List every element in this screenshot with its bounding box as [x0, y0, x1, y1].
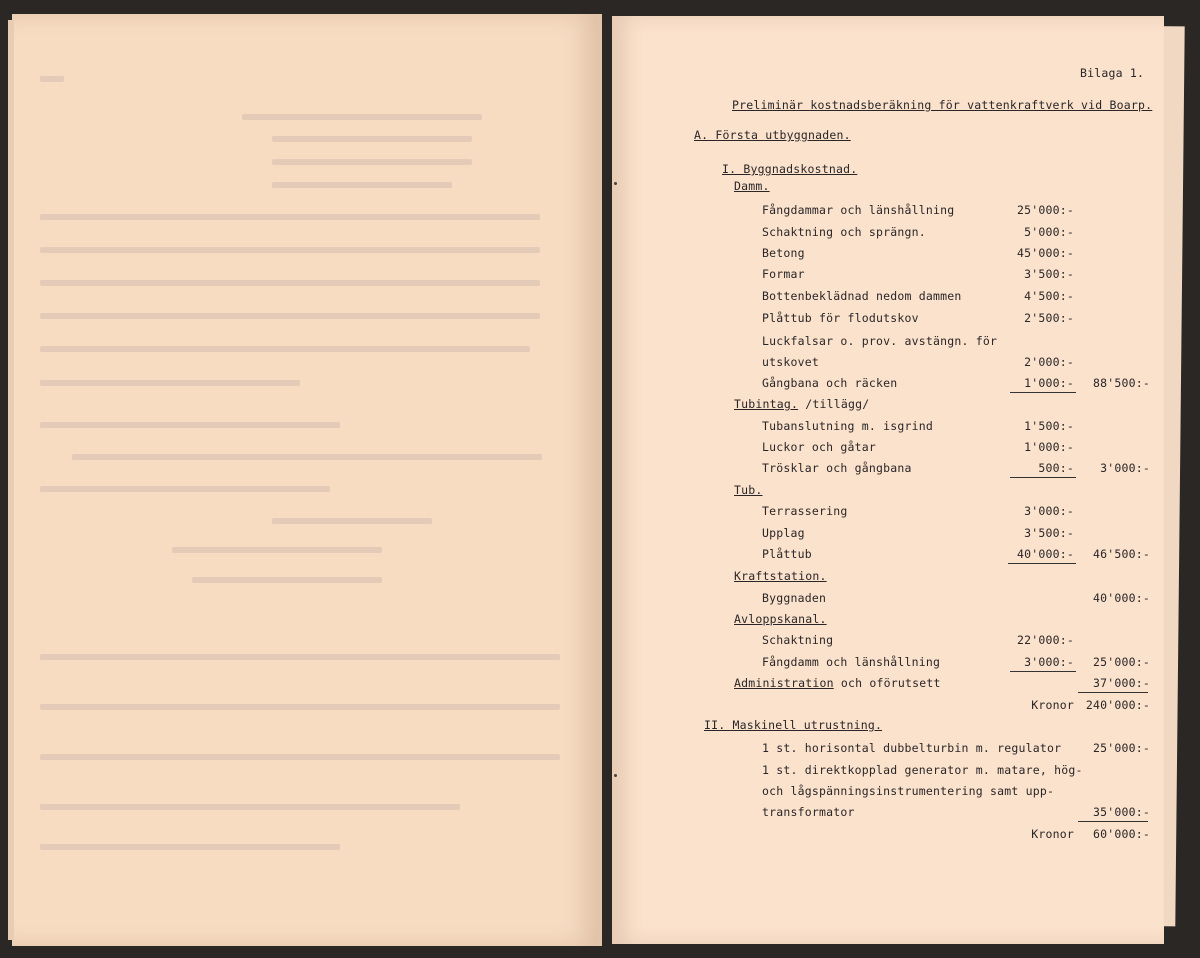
tubintag-item: Tubanslutning m. isgrind — [762, 419, 933, 433]
damm-item: utskovet — [762, 355, 819, 369]
faint-bleed-line — [192, 577, 382, 583]
total-rule — [1078, 821, 1148, 822]
tub-item-amount: 3'500:- — [1024, 526, 1074, 540]
tubintag-heading — [734, 397, 869, 411]
faint-bleed-line — [242, 114, 482, 120]
damm-item-amount: 25'000:- — [1017, 203, 1074, 217]
admin-suffix: och oförutsett — [840, 676, 941, 690]
faint-bleed-line — [40, 704, 560, 710]
faint-bleed-line — [172, 547, 382, 553]
document-title: Preliminär kostnadsberäkning för vattenkraftverk vid Boarp. — [732, 98, 1153, 112]
faint-bleed-line — [40, 654, 560, 660]
tubintag-suffix: /tillägg/ — [805, 397, 870, 411]
faint-bleed-line — [40, 346, 530, 352]
tub-item: Terrassering — [762, 504, 848, 518]
kraftstation-item: Byggnaden — [762, 591, 827, 605]
binding-hole — [614, 182, 617, 185]
byggnad-heading-wrap — [722, 162, 857, 176]
damm-item-amount: 2'000:- — [1024, 355, 1074, 369]
maskinell-amount: 25'000:- — [1093, 741, 1150, 755]
avlopp-total: 25'000:- — [1093, 655, 1150, 669]
damm-item-amount: 1'000:- — [1024, 376, 1074, 390]
faint-bleed-line — [40, 754, 560, 760]
tub-label: Tub. — [734, 483, 763, 497]
maskinell-line: transformator — [762, 805, 855, 819]
tubintag-item-amount: 1'500:- — [1024, 419, 1074, 433]
subtotal-rule — [1008, 563, 1076, 564]
tubintag-item-amount: 500:- — [1038, 461, 1074, 475]
damm-item: Gångbana och räcken — [762, 376, 898, 390]
maskinell-amount: 35'000:- — [1093, 805, 1150, 819]
maskinell-line: 1 st. horisontal dubbelturbin m. regulator — [762, 741, 1062, 755]
admin-label: Administration — [734, 676, 834, 690]
admin-total: 37'000:- — [1093, 676, 1150, 690]
damm-item: Fångdammar och länshållning — [762, 203, 955, 217]
admin-heading — [734, 676, 941, 690]
tub-item-amount: 40'000:- — [1017, 547, 1074, 561]
tubintag-item: Luckor och gåtar — [762, 440, 876, 454]
tubintag-item: Trösklar och gångbana — [762, 461, 912, 475]
left-page — [12, 14, 602, 946]
damm-item-amount: 4'500:- — [1024, 289, 1074, 303]
faint-bleed-line — [40, 844, 340, 850]
right-page — [612, 16, 1164, 944]
damm-item-amount: 5'000:- — [1024, 225, 1074, 239]
faint-bleed-line — [40, 247, 540, 253]
tub-item: Upplag — [762, 526, 805, 540]
tubintag-total: 3'000:- — [1100, 461, 1150, 475]
faint-bleed-line — [272, 182, 452, 188]
faint-bleed-line — [40, 313, 540, 319]
maskinell-line: och lågspänningsinstrumentering samt upp- — [762, 784, 1055, 798]
faint-bleed-line — [272, 518, 432, 524]
tub-item: Plåttub — [762, 547, 812, 561]
damm-item: Plåttub för flodutskov — [762, 311, 919, 325]
faint-bleed-line — [72, 454, 542, 460]
subtotal-rule — [1010, 392, 1076, 393]
faint-bleed-line — [40, 486, 330, 492]
damm-label: Damm. — [734, 179, 770, 193]
avlopp-item-amount: 22'000:- — [1017, 633, 1074, 647]
faint-bleed-line — [272, 159, 472, 165]
faint-bleed-line — [40, 214, 540, 220]
damm-item-amount: 3'500:- — [1024, 267, 1074, 281]
byggnad-kronor-total: 240'000:- — [1085, 698, 1150, 712]
binding-hole — [614, 774, 617, 777]
avlopp-item: Schaktning — [762, 633, 834, 647]
damm-item: Luckfalsar o. prov. avstängn. för — [762, 334, 998, 348]
faint-bleed-line — [40, 280, 540, 286]
kraftstation-total: 40'000:- — [1093, 591, 1150, 605]
damm-item: Schaktning och sprängn. — [762, 225, 926, 239]
faint-bleed-line — [272, 136, 472, 142]
avlopp-item-amount: 3'000:- — [1024, 655, 1074, 669]
tub-item-amount: 3'000:- — [1024, 504, 1074, 518]
bilaga-label: Bilaga 1. — [1080, 66, 1145, 80]
avlopp-label: Avloppskanal. — [734, 612, 827, 626]
page-stack-edge — [8, 20, 14, 940]
avlopp-item: Fångdamm och länshållning — [762, 655, 941, 669]
subtotal-rule — [1010, 671, 1076, 672]
faint-bleed-line — [40, 76, 64, 82]
byggnad-heading: I. Byggnadskostnad. — [722, 162, 858, 176]
damm-item: Formar — [762, 267, 805, 281]
byggnad-kronor-label: Kronor — [1031, 698, 1074, 712]
faint-bleed-line — [40, 380, 300, 386]
tub-total: 46'500:- — [1093, 547, 1150, 561]
maskinell-line: 1 st. direktkopplad generator m. matare, hög- — [762, 763, 1083, 777]
damm-item-amount: 45'000:- — [1017, 246, 1074, 260]
tubintag-item-amount: 1'000:- — [1024, 440, 1074, 454]
damm-total: 88'500:- — [1093, 376, 1150, 390]
subtotal-rule — [1010, 477, 1076, 478]
kraftstation-label: Kraftstation. — [734, 569, 827, 583]
damm-item: Bottenbeklädnad nedom dammen — [762, 289, 962, 303]
damm-item: Betong — [762, 246, 805, 260]
total-rule — [1078, 692, 1148, 693]
section-a-heading: A. Första utbyggnaden. — [694, 128, 851, 142]
faint-bleed-line — [40, 422, 340, 428]
tubintag-label: Tubintag. — [734, 397, 799, 411]
faint-bleed-line — [40, 804, 460, 810]
maskinell-kronor-label: Kronor — [1031, 827, 1074, 841]
maskinell-heading: II. Maskinell utrustning. — [704, 718, 883, 732]
damm-item-amount: 2'500:- — [1024, 311, 1074, 325]
maskinell-kronor-total: 60'000:- — [1093, 827, 1150, 841]
